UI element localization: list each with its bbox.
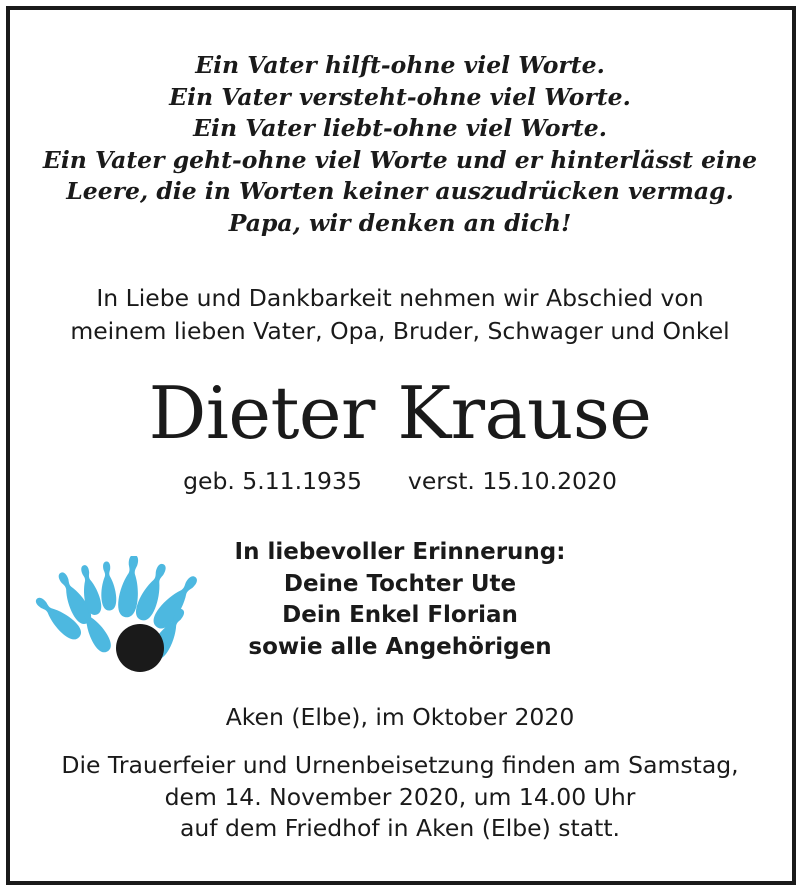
ceremony-notice bbox=[0, 750, 800, 845]
ceremony-line: Die Trauerfeier und Urnenbeisetzung finden am Samstag, bbox=[61, 751, 739, 779]
poem-line: Ein Vater geht-ohne viel Worte und er hinterlässt eine bbox=[42, 145, 758, 174]
deceased-name: Dieter Krause bbox=[148, 371, 652, 455]
poem-line: Ein Vater hilft-ohne viel Worte. bbox=[195, 51, 605, 79]
place-and-date: Aken (Elbe), im Oktober 2020 bbox=[225, 703, 575, 731]
poem-line: Ein Vater liebt-ohne viel Worte. bbox=[193, 114, 607, 142]
poem-line: Leere, die in Worten keiner auszudrücken vermag. bbox=[66, 177, 734, 205]
in-memory-signatories bbox=[200, 537, 600, 663]
signatory: Deine Tochter Ute bbox=[283, 570, 517, 597]
birth-date: geb. 5.11.1935 bbox=[183, 467, 362, 495]
death-date: verst. 15.10.2020 bbox=[407, 467, 617, 495]
ceremony-line: dem 14. November 2020, um 14.00 Uhr bbox=[164, 782, 636, 811]
memory-heading: In liebevoller Erinnerung: bbox=[234, 539, 566, 565]
poem bbox=[0, 50, 800, 239]
signatory: Dein Enkel Florian bbox=[282, 602, 518, 628]
poem-line: Papa, wir denken an dich! bbox=[228, 208, 572, 237]
farewell-intro bbox=[0, 282, 800, 348]
ceremony-line: auf dem Friedhof in Aken (Elbe) statt. bbox=[179, 814, 621, 842]
intro-line: In Liebe und Dankbarkeit nehmen wir Abschied von bbox=[96, 284, 704, 312]
poem-line: Ein Vater versteht-ohne viel Worte. bbox=[169, 82, 631, 111]
signatory: sowie alle Angehörigen bbox=[248, 633, 552, 660]
life-dates bbox=[0, 464, 800, 498]
intro-line: meinem lieben Vater, Opa, Bruder, Schwager und Onkel bbox=[70, 317, 730, 345]
bowling-pins-and-ball-icon bbox=[30, 556, 210, 674]
